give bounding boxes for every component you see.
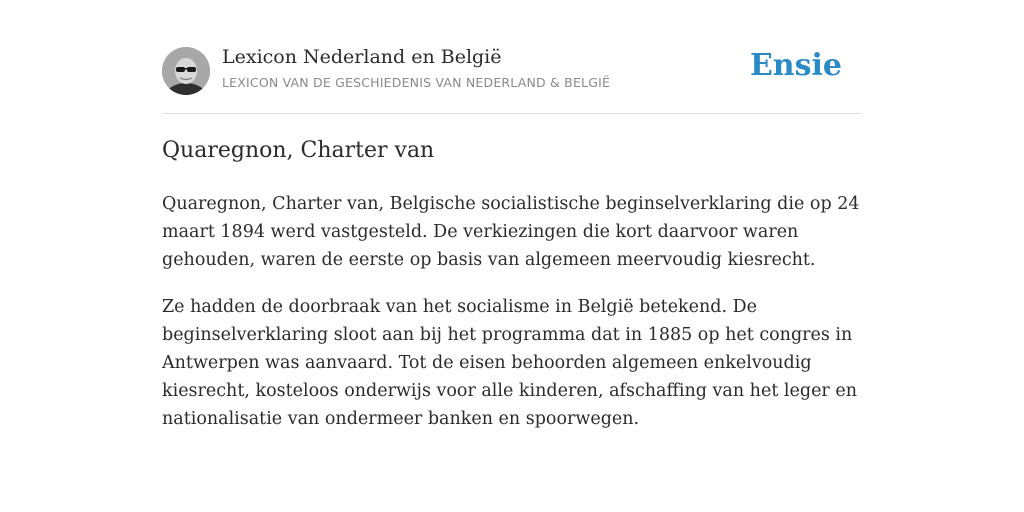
entry-paragraph: Quaregnon, Charter van, Belgische socialistische beginselverklaring die op 24 maart 1894 werd vastgesteld. De verkiezingen die kort daarvoor waren gehouden, waren de eerste op basis van algemeen meervoudig kiesrecht. [162,194,860,270]
lexicon-title[interactable]: Lexicon Nederland en België [222,46,502,68]
ensie-logo-link[interactable]: Ensie [749,48,842,83]
author-avatar[interactable] [162,47,210,95]
lexicon-header [162,0,862,114]
entry-paragraph: Ze hadden de doorbraak van het socialisme in België betekend. De beginselverklaring sloot aan bij het programma dat in 1885 op het congres in Antwerpen was aanvaard. Tot de eisen behoorden algemeen enkelvoudig kiesrecht, kosteloos onderwijs voor alle kinderen, afschaffing van het leger en nationalisatie van ondermeer banken en spoorwegen. [162,297,857,429]
lexicon-subtitle: LEXICON VAN DE GESCHIEDENIS VAN NEDERLAND & BELGIË [222,75,611,90]
page-container [162,0,862,429]
entry-body [162,190,862,452]
avatar-portrait-icon [162,47,210,95]
entry-title: Quaregnon, Charter van [162,138,435,163]
